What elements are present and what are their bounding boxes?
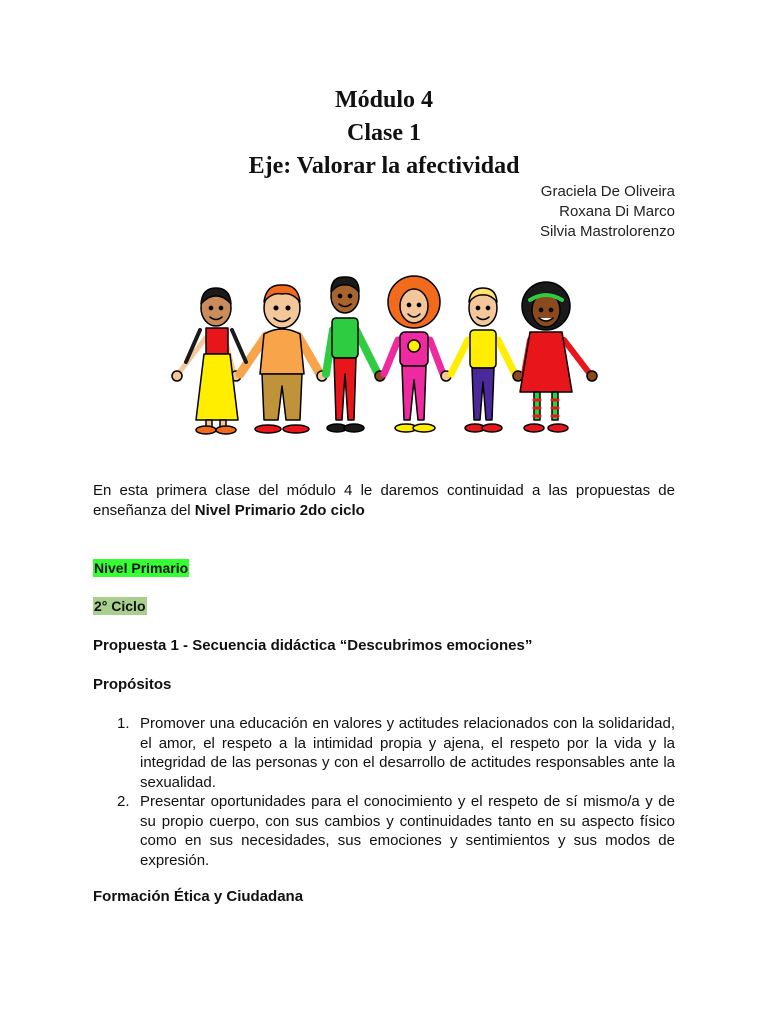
list-item-number: 1. [117,715,130,732]
intro-paragraph [93,481,675,521]
heading-propositos: Propósitos [93,676,172,693]
child-girl-braids [186,288,246,434]
intro-bold-level: Nivel Primario 2do ciclo [194,502,365,519]
list-item-number: 2. [117,793,130,810]
purposes-list [93,714,675,870]
title-axis: Eje: Valorar la afectividad [248,153,520,179]
heading-propuesta: Propuesta 1 - Secuencia didáctica “Descubrimos emociones” [93,637,533,654]
authors-list [540,182,675,242]
list-item-text: Presentar oportunidades para el conocimiento y el respeto de sí mismo/a y de su propio cuerpo, con sus cambios y continuidades tanto en su aspecto físico como en sus necesidades, sus emociones y sentimientos y sus modos de expresión. [140,793,675,869]
label-nivel-primario: Nivel Primario [94,560,189,576]
children-holding-hands-illustration [168,270,600,438]
author-name: Graciela De Oliveira [540,183,675,200]
child-boy-yellow [465,288,502,432]
heading-formacion: Formación Ética y Ciudadana [93,888,304,905]
document-title [0,84,768,183]
child-girl-afro [520,282,572,432]
author-name: Roxana Di Marco [559,203,675,220]
title-module: Módulo 4 [334,87,433,113]
label-ciclo: 2° Ciclo [94,598,146,614]
author-name: Silvia Mastrolorenzo [539,223,675,240]
title-class: Clase 1 [347,120,421,146]
list-item-text: Promover una educación en valores y actitudes relacionados con la solidaridad, el amor, el respeto a la intimidad propia y ajena, el respeto por la vida y la integridad de las personas y con el desarrollo de actitudes responsables ante la sexualidad. [140,715,675,791]
child-boy-orange [255,285,309,433]
intro-text: En esta primera clase del módulo 4 le daremos continuidad a las propuestas de enseñanza del [93,482,675,519]
list-item [93,792,675,870]
child-boy-green [327,277,364,432]
list-item [93,714,675,792]
